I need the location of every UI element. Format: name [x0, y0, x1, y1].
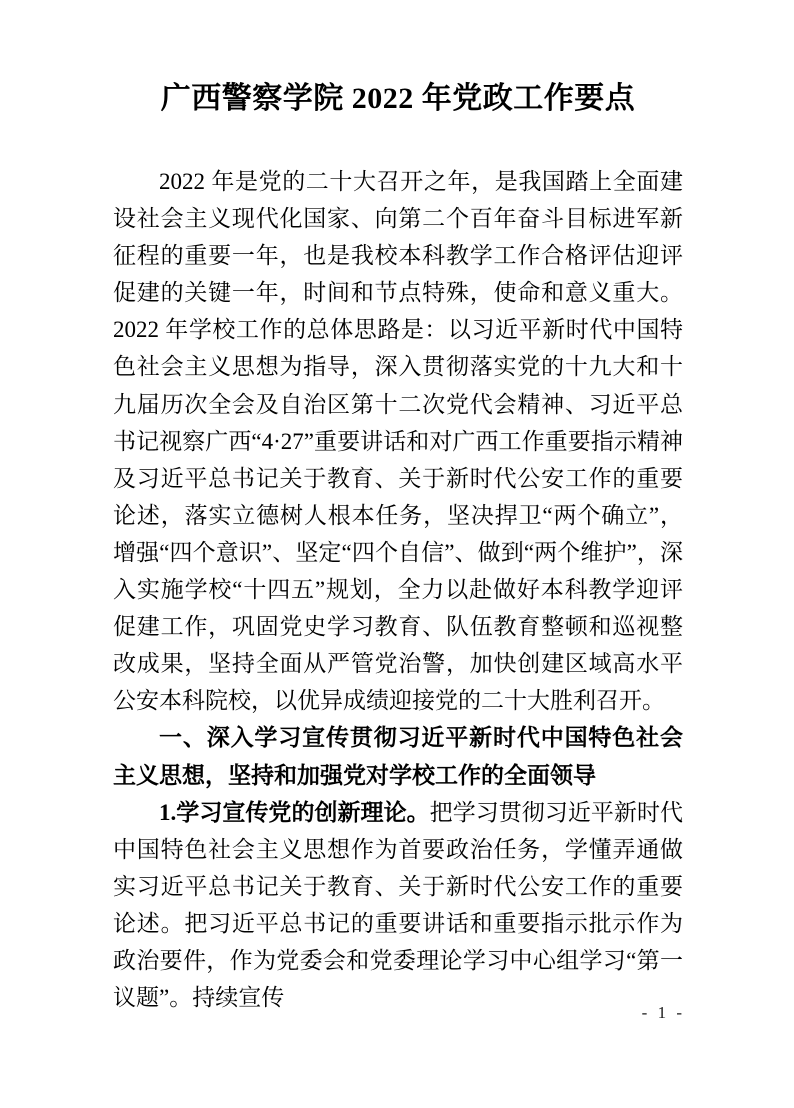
document-title: 广西警察学院 2022 年党政工作要点	[160, 82, 636, 115]
section-1-heading: 一、深入学习宣传贯彻习近平新时代中国特色社会主义思想，坚持和加强党对学校工作的全面领导	[113, 724, 683, 788]
item-1-paragraph	[113, 794, 683, 1017]
page-number: - 1 -	[641, 1003, 685, 1022]
document-body	[113, 163, 683, 1016]
intro-paragraph: 2022 年是党的二十大召开之年，是我国踏上全面建设社会主义现代化国家、向第二个百年奋斗目标进军新征程的重要一年，也是我校本科教学工作合格评估迎评促建的关键一年，时间和节点特殊，使命和意义重大。2022 年学校工作的总体思路是：以习近平新时代中国特色社会主义思想为指导，深入贯彻落实党的十九大和十九届历次全会及自治区第十二次党代会精神、习近平总书记视察广西“4·27”重要讲话和对广西工作重要指示精神及习近平总书记关于教育、关于新时代公安工作的重要论述，落实立德树人根本任务，坚决捍卫“两个确立”，增强“四个意识”、坚定“四个自信”、做到“两个维护”，深入实施学校“十四五”规划，全力以赴做好本科教学迎评促建工作，巩固党史学习教育、队伍教育整顿和巡视整改成果，坚持全面从严管党治警，加快创建区域高水平公安本科院校，以优异成绩迎接党的二十大胜利召开。	[113, 169, 683, 714]
document-content	[113, 0, 683, 1016]
item-1-lead: 1.学习宣传党的创新理论。	[159, 799, 430, 825]
item-1-text: 把学习贯彻习近平新时代中国特色社会主义思想作为首要政治任务，学懂弄通做实习近平总书记关于教育、关于新时代公安工作的重要论述。把习近平总书记的重要讲话和重要指示批示作为政治要件，作为党委会和党委理论学习中心组学习“第一议题”。持续宣传	[113, 799, 684, 1011]
